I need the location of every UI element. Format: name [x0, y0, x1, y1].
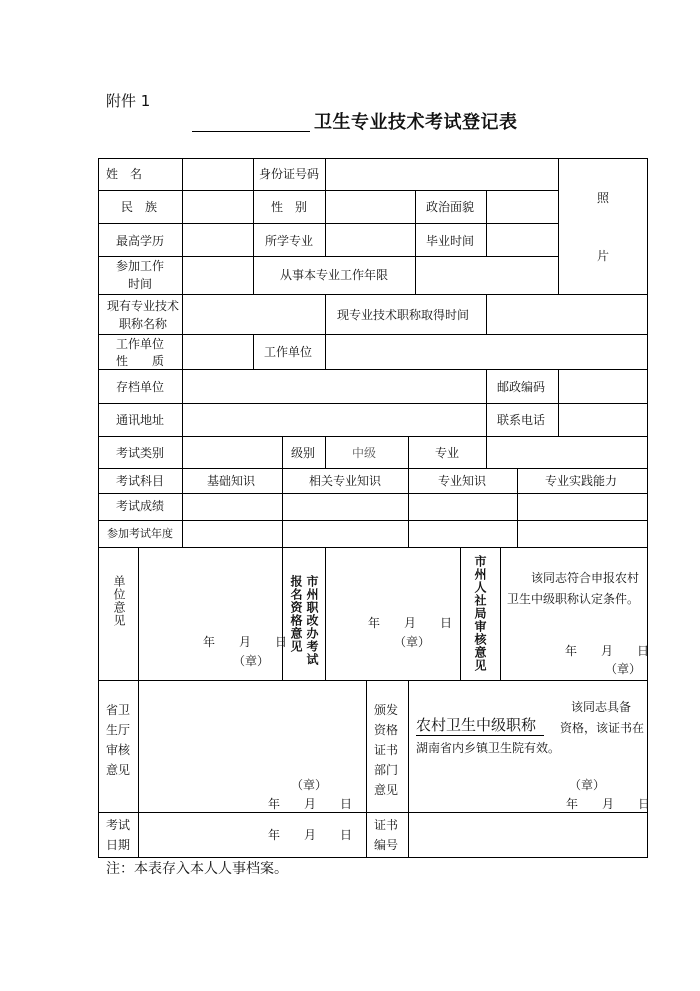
label-ethnicity: 民 族	[121, 200, 158, 214]
rule	[98, 158, 647, 159]
city-opinion-date: 年 月 日	[368, 616, 453, 630]
rule	[486, 369, 487, 436]
rule	[98, 436, 647, 437]
label-archive-unit: 存档单位	[116, 380, 165, 394]
rule	[486, 190, 487, 256]
subject-professional: 专业知识	[438, 474, 487, 488]
rule	[408, 680, 409, 857]
rule	[98, 158, 99, 858]
label-exam-category: 考试类别	[116, 446, 165, 460]
rule	[98, 680, 647, 681]
rule	[98, 294, 647, 295]
label-photo-2: 片	[597, 249, 610, 263]
subject-related: 相关专业知识	[309, 474, 382, 488]
subject-basic: 基础知识	[207, 474, 256, 488]
label-id-number: 身份证号码	[259, 167, 320, 181]
rule	[253, 158, 254, 256]
rule	[282, 547, 283, 680]
label-address: 通讯地址	[116, 413, 165, 427]
rule	[182, 436, 183, 468]
rule	[182, 158, 183, 256]
rule	[460, 547, 461, 680]
label-work-unit: 工作单位	[264, 345, 313, 359]
cert-qualification: 农村卫生中级职称	[416, 714, 544, 736]
label-work-start-1: 参加工作	[116, 259, 165, 273]
unit-opinion-date: 年 月 日	[203, 635, 288, 649]
label-city-reform-1: 市州职改办考试	[305, 575, 319, 666]
rule	[253, 334, 254, 369]
label-photo-1: 照	[597, 191, 610, 205]
label-graduation-time: 毕业时间	[426, 234, 475, 248]
rule	[500, 547, 501, 680]
rule	[98, 547, 647, 548]
label-phone: 联系电话	[497, 413, 546, 427]
rule	[182, 468, 183, 547]
rule	[325, 294, 326, 334]
rule	[486, 436, 487, 468]
label-gender: 性 别	[271, 200, 308, 214]
city-opinion-seal: （章）	[394, 635, 431, 649]
province-opinion-date: 年 月 日	[268, 797, 353, 811]
rule	[182, 334, 183, 369]
label-exam-score: 考试成绩	[116, 499, 165, 513]
rule	[98, 520, 647, 521]
rule	[138, 547, 139, 680]
label-current-title-2: 职称名称	[119, 317, 168, 331]
rule	[138, 680, 139, 857]
subject-practice: 专业实践能力	[545, 474, 618, 488]
label-education: 最高学历	[116, 234, 165, 248]
rule	[253, 256, 254, 294]
label-exam-date: 考试日期	[106, 818, 131, 852]
rule	[408, 468, 409, 547]
label-political-status: 政治面貌	[426, 200, 475, 214]
rule	[98, 493, 647, 494]
attachment-label: 附件 1	[106, 92, 151, 110]
label-level: 级别	[291, 446, 316, 460]
label-major: 所学专业	[265, 234, 314, 248]
rule	[558, 369, 559, 436]
rule	[182, 256, 183, 294]
label-specialty: 专业	[435, 446, 460, 460]
rule	[325, 547, 326, 680]
rule	[408, 436, 409, 468]
province-opinion-seal: （章）	[291, 778, 328, 792]
label-issuing-dept: 颁发资格证书部门意见	[374, 703, 399, 797]
label-exam-subject: 考试科目	[116, 474, 165, 488]
cert-suffix: 资格，该证书在	[560, 721, 645, 735]
page-title: 卫生专业技术考试登记表	[314, 112, 518, 133]
rule	[98, 403, 647, 404]
rule	[98, 190, 558, 191]
label-unit-opinion: 单位意见	[112, 575, 126, 627]
hr-opinion-seal: （章）	[605, 662, 642, 676]
issuing-date: 年 月 日	[566, 797, 651, 811]
rule	[517, 468, 518, 547]
label-unit-nature-1: 工作单位	[116, 337, 165, 351]
label-name: 姓 名	[106, 167, 143, 181]
label-province-review: 省卫生厅审核意见	[106, 703, 131, 777]
rule	[558, 158, 559, 294]
rule	[282, 436, 283, 468]
label-unit-nature-2: 性 质	[116, 354, 165, 368]
exam-date-value: 年 月 日	[268, 828, 353, 842]
rule	[366, 680, 367, 857]
cert-intro: 该同志具备	[571, 700, 632, 714]
label-hr-review: 市州人社局审核意见	[473, 555, 487, 672]
rule	[98, 468, 647, 469]
rule	[98, 334, 647, 335]
hr-opinion-date: 年 月 日	[565, 644, 650, 658]
label-title-obtained-time: 现专业技术职称取得时间	[337, 308, 470, 322]
level-value: 中级	[352, 446, 377, 460]
rule	[647, 158, 648, 858]
label-exam-year: 参加考试年度	[107, 527, 173, 540]
hr-opinion-text: 该同志符合申报农村卫生中级职称认定条件。	[507, 571, 640, 606]
rule	[415, 190, 416, 256]
issuing-seal: （章）	[569, 778, 606, 792]
label-years-in-field: 从事本专业工作年限	[280, 268, 389, 282]
rule	[325, 436, 326, 468]
label-postal-code: 邮政编码	[497, 380, 546, 394]
cert-line2: 湖南省内乡镇卫生院有效。	[416, 741, 561, 755]
rule	[325, 158, 326, 256]
rule	[282, 468, 283, 547]
footnote: 注：本表存入本人人事档案。	[106, 861, 288, 877]
rule	[98, 223, 558, 224]
unit-opinion-seal: （章）	[233, 654, 270, 668]
label-cert-no: 证书编号	[374, 818, 399, 852]
rule	[98, 256, 558, 257]
rule	[325, 334, 326, 369]
label-current-title-1: 现有专业技术	[107, 299, 180, 313]
rule	[182, 294, 183, 334]
rule	[415, 256, 416, 294]
rule	[182, 369, 183, 436]
rule	[98, 369, 647, 370]
rule	[486, 294, 487, 334]
label-city-reform-2: 报名资格意见	[289, 575, 303, 653]
label-work-start-2: 时间	[128, 277, 153, 291]
rule	[98, 812, 647, 813]
